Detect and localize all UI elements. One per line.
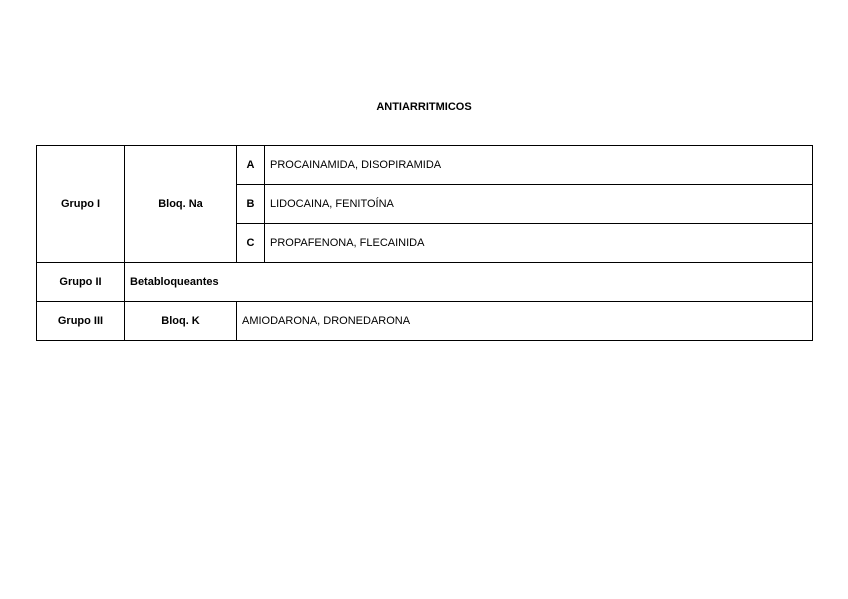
subtype-letter: C [237,224,265,263]
group-mechanism: Betabloqueantes [125,263,813,302]
table-row [37,263,813,302]
subtype-letter: B [237,185,265,224]
group-label: Grupo III [37,302,125,341]
group-label: Grupo II [37,263,125,302]
group-mechanism: Bloq. K [125,302,237,341]
table-row [37,302,813,341]
drug-list: AMIODARONA, DRONEDARONA [237,302,813,341]
drug-list: PROCAINAMIDA, DISOPIRAMIDA [265,146,813,185]
drug-list: PROPAFENONA, FLECAINIDA [265,224,813,263]
subtype-letter: A [237,146,265,185]
document-title: ANTIARRITMICOS [376,101,472,113]
group-label: Grupo I [37,146,125,263]
group-mechanism: Bloq. Na [125,146,237,263]
table-row [37,146,813,185]
antiarrhythmics-table [36,145,813,341]
drug-list: LIDOCAINA, FENITOÍNA [265,185,813,224]
